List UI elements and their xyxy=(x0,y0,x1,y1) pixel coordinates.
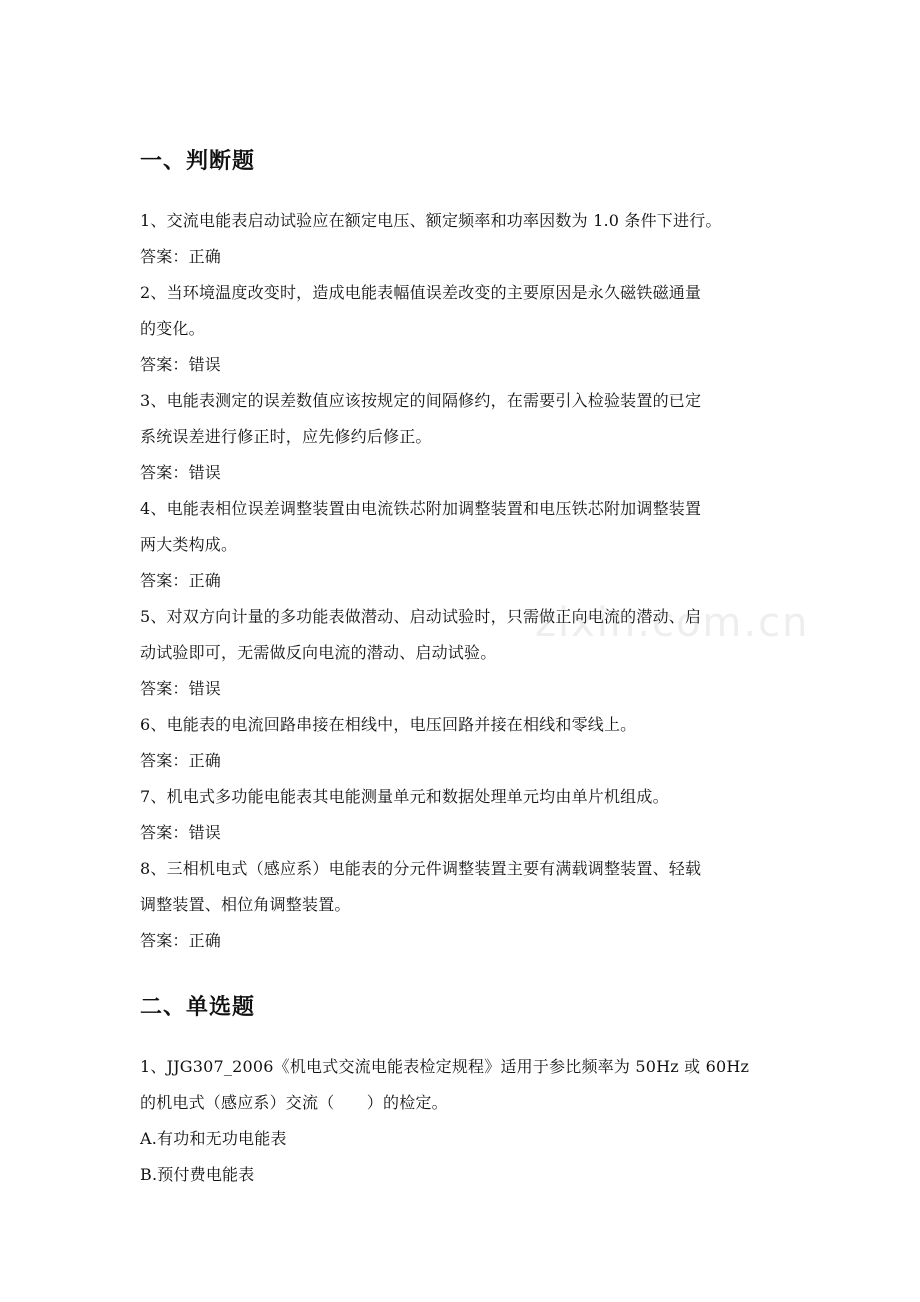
mc-question-1-text-line-2: 的机电式（感应系）交流（ ）的检定。 xyxy=(140,1093,448,1112)
question-8-text-line-1: 8、三相机电式（感应系）电能表的分元件调整装置主要有满载调整装置、轻载 xyxy=(140,859,702,878)
question-3-text-line-2: 系统误差进行修正时，应先修约后修正。 xyxy=(140,427,432,446)
question-6-answer: 答案：正确 xyxy=(140,751,222,770)
section-heading-single-choice: 二、单选题 xyxy=(140,995,256,1020)
mc-question-1-text-line-1: 1、JJG307_2006《机电式交流电能表检定规程》适用于参比频率为 50Hz 或 60Hz xyxy=(140,1057,750,1076)
question-1-answer: 答案：正确 xyxy=(140,247,222,266)
question-8-text-line-2: 调整装置、相位角调整装置。 xyxy=(140,895,351,914)
question-4-text-line-1: 4、电能表相位误差调整装置由电流铁芯附加调整装置和电压铁芯附加调整装置 xyxy=(140,499,702,518)
question-6-text: 6、电能表的电流回路串接在相线中，电压回路并接在相线和零线上。 xyxy=(140,715,637,734)
question-5-text-line-1: 5、对双方向计量的多功能表做潜动、启动试验时，只需做正向电流的潜动、启 xyxy=(140,607,702,626)
question-4-answer: 答案：正确 xyxy=(140,571,222,590)
question-2-text-line-1: 2、当环境温度改变时，造成电能表幅值误差改变的主要原因是永久磁铁磁通量 xyxy=(140,283,702,302)
watermark-text: zixin.com.cn xyxy=(535,600,810,646)
question-3-text-line-1: 3、电能表测定的误差数值应该按规定的间隔修约，在需要引入检验装置的已定 xyxy=(140,391,702,410)
mc-option-b: B.预付费电能表 xyxy=(140,1165,255,1184)
mc-option-a: A.有功和无功电能表 xyxy=(140,1129,287,1148)
question-2-text-line-2: 的变化。 xyxy=(140,319,205,338)
question-2-answer: 答案：错误 xyxy=(140,355,222,374)
question-5-text-line-2: 动试验即可，无需做反向电流的潜动、启动试验。 xyxy=(140,643,497,662)
question-5-answer: 答案：错误 xyxy=(140,679,222,698)
question-8-answer: 答案：正确 xyxy=(140,931,222,950)
question-7-text: 7、机电式多功能电能表其电能测量单元和数据处理单元均由单片机组成。 xyxy=(140,787,669,806)
question-3-answer: 答案：错误 xyxy=(140,463,222,482)
question-7-answer: 答案：错误 xyxy=(140,823,222,842)
question-1-text: 1、交流电能表启动试验应在额定电压、额定频率和功率因数为 1.0 条件下进行。 xyxy=(140,211,722,230)
question-4-text-line-2: 两大类构成。 xyxy=(140,535,238,554)
section-heading-judgment: 一、判断题 xyxy=(140,149,256,174)
